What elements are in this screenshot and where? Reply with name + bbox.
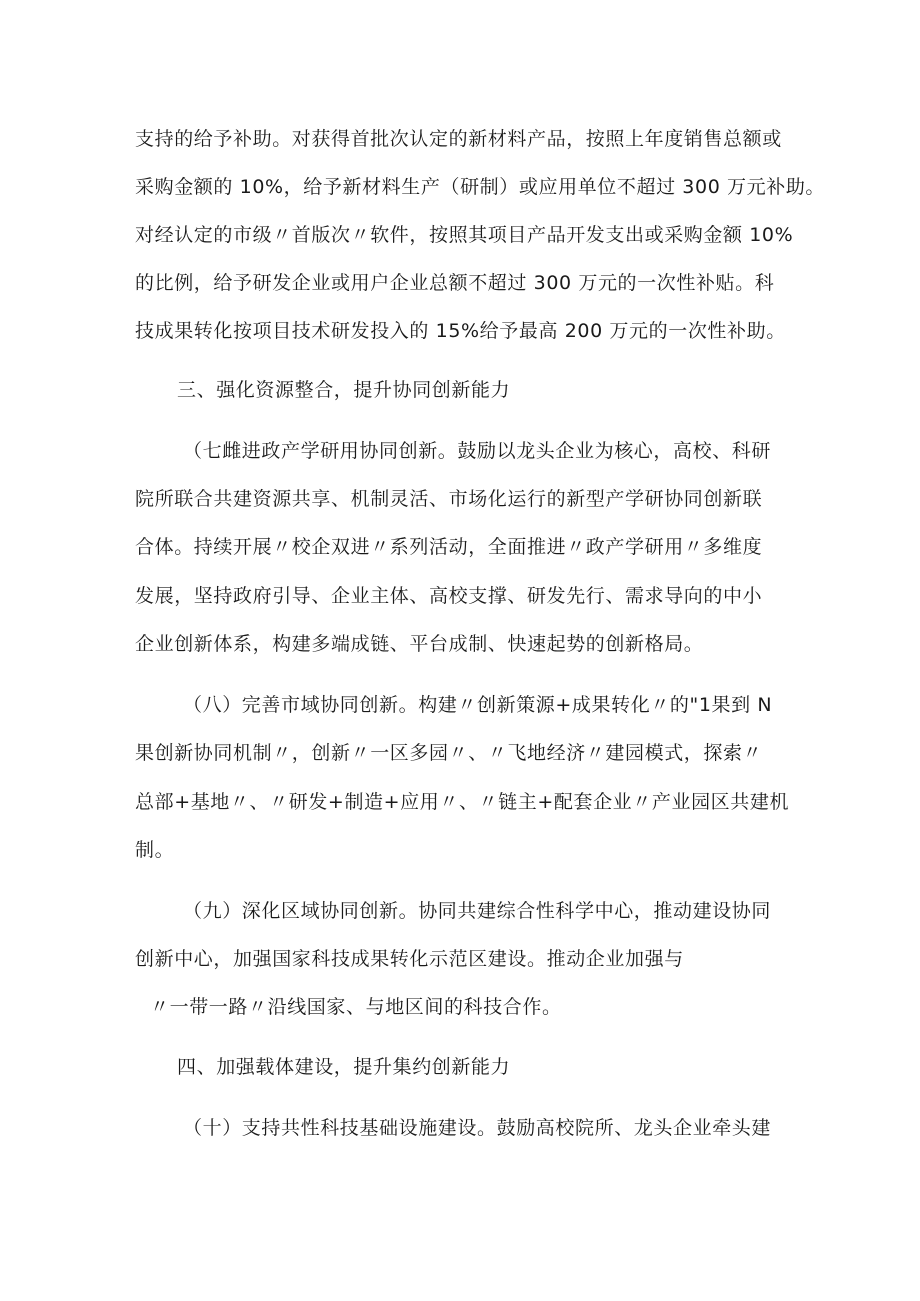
paragraph-line: 制。	[135, 839, 175, 861]
paragraph-line: （十）支持共性科技基础设施建设。鼓励高校院所、龙头企业牵头建	[183, 1117, 772, 1139]
paragraph-line: 支持的给予补助。对获得首批次认定的新材料产品，按照上年度销售总额或	[135, 128, 782, 150]
paragraph-line: （七雌进政产学研用协同创新。鼓励以龙头企业为核心，高校、科研	[183, 440, 772, 462]
paragraph-line: 对经认定的市级〃首版次〃软件，按照其项目产品开发支出或采购金额 10%	[135, 224, 794, 246]
paragraph-line: 果创新协同机制〃，创新〃一区多园〃、〃飞地经济〃建园模式，探索〃	[135, 742, 763, 764]
paragraph-line: 发展，坚持政府引导、企业主体、高校支撑、研发先行、需求导向的中小	[135, 585, 763, 607]
paragraph-line: 采购金额的 10%，给予新材料生产（研制）或应用单位不超过 300 万元补助。	[135, 176, 826, 198]
paragraph-line: 的比例，给予研发企业或用户企业总额不超过 300 万元的一次性补贴。科	[135, 272, 775, 294]
section-heading: 三、强化资源整合，提升协同创新能力	[177, 379, 511, 401]
paragraph-line: 总部+基地〃、〃研发+制造+应用〃、〃链主+配套企业〃产业园区共建机	[135, 791, 790, 813]
section-heading: 四、加强载体建设，提升集约创新能力	[177, 1056, 511, 1078]
paragraph-line: 合体。持续开展〃校企双进〃系列活动，全面推进〃政产学研用〃多维度	[135, 536, 763, 558]
paragraph-line: 企业创新体系，构建多端成链、平台成制、快速起势的创新格局。	[135, 633, 704, 655]
paragraph-line: （九）深化区域协同创新。协同共建综合性科学中心，推动建设协同	[183, 900, 772, 922]
paragraph-line: 〃一带一路〃沿线国家、与地区间的科技合作。	[150, 996, 562, 1018]
paragraph-line: 创新中心，加强国家科技成果转化示范区建设。推动企业加强与	[135, 948, 684, 970]
paragraph-line: 技成果转化按项目技术研发投入的 15%给予最高 200 万元的一次性补助。	[135, 320, 786, 342]
paragraph-line: （八）完善市域协同创新。构建〃创新策源+成果转化〃的"1果到 N	[183, 694, 773, 716]
paragraph-line: 院所联合共建资源共享、机制灵活、市场化运行的新型产学研协同创新联	[135, 488, 763, 510]
